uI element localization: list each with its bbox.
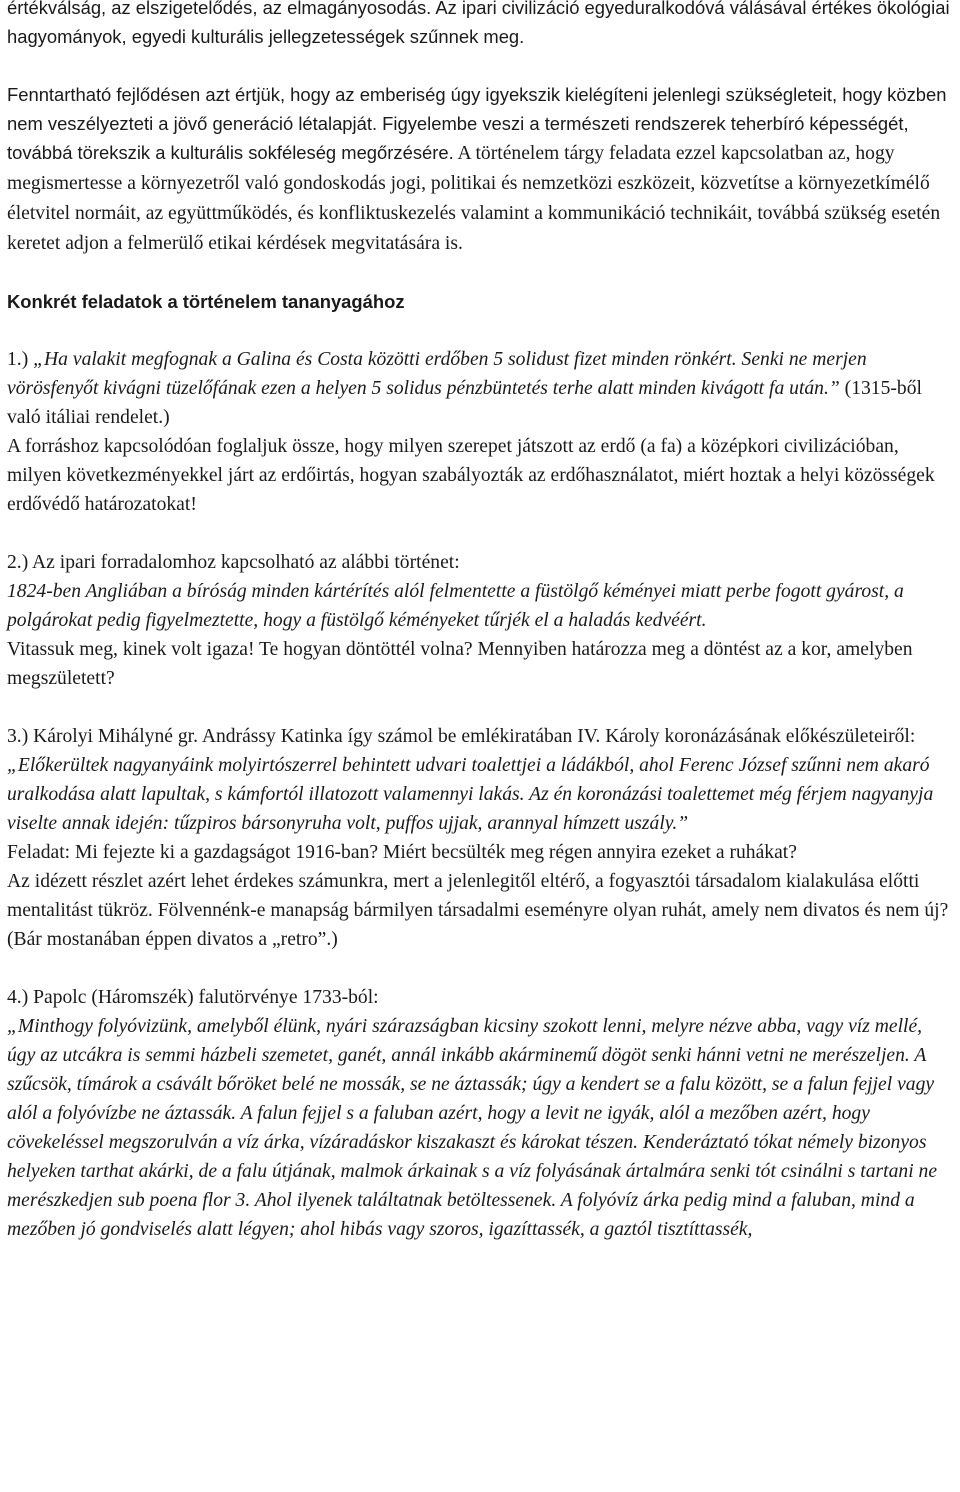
paragraph-gap [7,316,955,345]
task-3-intro: 3.) Károlyi Mihályné gr. Andrássy Katinka így számol be emlékiratában IV. Károly koronázásának előkészületeiről: [7,726,916,747]
task-3-question: Feladat: Mi fejezte ki a gazdagságot 1916-ban? Miért becsülték meg régen annyira ezeket a ruhákat? [7,842,797,863]
task-3-text: Az idézett részlet azért lehet érdekes számunkra, mert a jelenlegitől eltérő, a fogyasztói társadalom kialakulása előtti mentalitást tükröz. Fölvennénk-e manapság bármilyen társadalmi eseményre olyan ruhát, amely nem divatos és nem új? (Bár mostanában éppen divatos a „retro”.) [7,871,949,950]
intro-paragraph-2 [7,80,955,258]
intro-paragraph-1: értékválság, az elszigetelődés, az elmagányosodás. Az ipari civilizáció egyeduralkodóvá válásával értékes ökológiai hagyományok, egyedi kulturális jellegzetességek szűnnek meg. [7,0,950,47]
task-1-number: 1.) [7,349,34,370]
task-2-text: Vitassuk meg, kinek volt igaza! Te hogyan döntöttél volna? Mennyiben határozza meg a döntést az a kor, amelyben megszületett? [7,639,913,689]
paragraph-gap [7,519,955,548]
task-4-quote [7,1012,955,1244]
paragraph-gap [7,258,955,287]
task-3-quote-text: „Előkerültek nagyanyáink molyirtószerrel behintett udvari toalettjei a ládákból, ahol Ferenc József szűnni nem akaró uralkodása alatt lapultak, s kámfortól illatozott valamennyi lakás. Az én koronázási toalettemet még férjem nagyanyja viselte annak idején: tűzpiros bársonyruha volt, puffos ujjak, arannyal hímzett uszály.” [7,755,934,834]
intro-paragraph-2-part-b: A történelem tárgy feladata ezzel kapcsolatban az, hogy megismertesse a környezetről való gondoskodás jogi, politikai és nemzetközi eszközeit, közvetítse a környezetkímélő életvitel normáit, az együttműködés, és konfliktuskezelés valamint a kommunikáció technikáit, továbbá szükség esetén keretet adjon a felmerülő etikai kérdések megvitatására is. [7,143,941,254]
task-1-quote: „Ha valakit megfognak a Galina és Costa közötti erdőben 5 solidust fizet minden rönkért. Senki ne merjen vörösfenyőt kivágni tüzelőfának ezen a helyen 5 solidus pénzbüntetés terhe alatt minden kivágott fa után.” [7,349,867,399]
task-1-source [7,345,955,432]
paragraph-gap [7,693,955,722]
task-4-intro: 4.) Papolc (Háromszék) falutörvénye 1733-ból: [7,987,379,1008]
paragraph-gap [7,51,955,80]
task-1-text: A forráshoz kapcsolódóan foglaljuk össze, hogy milyen szerepet játszott az erdő (a fa) a középkori civilizációban, milyen következményekkel járt az erdőirtás, hogyan szabályozták az erdőhasználatot, miért hoztak a helyi közösségek erdővédő határozatokat! [7,436,935,515]
task-2-intro: 2.) Az ipari forradalomhoz kapcsolható az alábbi történet: [7,552,460,573]
document-page [7,0,955,1244]
task-3-quote [7,751,955,838]
paragraph-gap [7,954,955,983]
intro-paragraph-2-part-a: Fenntartható fejlődésen azt értjük, hogy az emberiség úgy igyekszik kielégíteni jelenlegi szükségleteit, hogy közben nem veszélyezteti a jövő generáció létalapját. Figyelembe veszi a természeti rendszerek teherbíró képességét, továbbá törekszik a kulturális sokféleség megőrzésére. [7,84,947,163]
section-heading: Konkrét feladatok a történelem tananyagához [7,291,405,312]
task-2-quote-text: 1824-ben Angliában a bíróság minden kártérítés alól felmentette a füstölgő kéményei miatt perbe fogott gyárost, a polgárokat pedig figyelmeztette, hogy a füstölgő kéményeket tűrjék el a haladás kedvéért. [7,581,904,631]
task-2-quote [7,577,955,635]
task-4-quote-text: „Minthogy folyóvizünk, amelyből élünk, nyári szárazságban kicsiny szokott lenni, melyre nézve abba, vagy víz mellé, úgy az utcákra is semmi házbeli szemetet, ganét, annál inkább akárminemű dögöt senki hánni vetni ne merészeljen. A szűcsök, tímárok a csávált bőröket belé ne mossák, se ne áztassák; úgy a kendert se a falu között, se a falun fejjel vagy alól a folyóvízbe ne áztassák. A falun fejjel s a faluban azért, hogy a levit ne igyák, alól a mezőben azért, hogy cövekeléssel megszorulván a víz árka, vízáradáskor kiszakaszt és károkat tészen. Kenderáztató tókat némely bizonyos helyeken tarthat akárki, de a falu útjának, malmok árkainak s a víz folyásának ártalmára senki tót csinálni s tartani ne merészkedjen sub poena flor 3. Ahol ilyenek találtatnak betöltessenek. A folyóvíz árka pedig mind a faluban, mind a mezőben jó gondviselés alatt légyen; ahol hibás vagy szoros, igazíttassék, a gaztól tisztíttassék, [7,1016,938,1240]
task-1-source-citation: (1315-ből való itáliai rendelet.) [7,378,922,428]
